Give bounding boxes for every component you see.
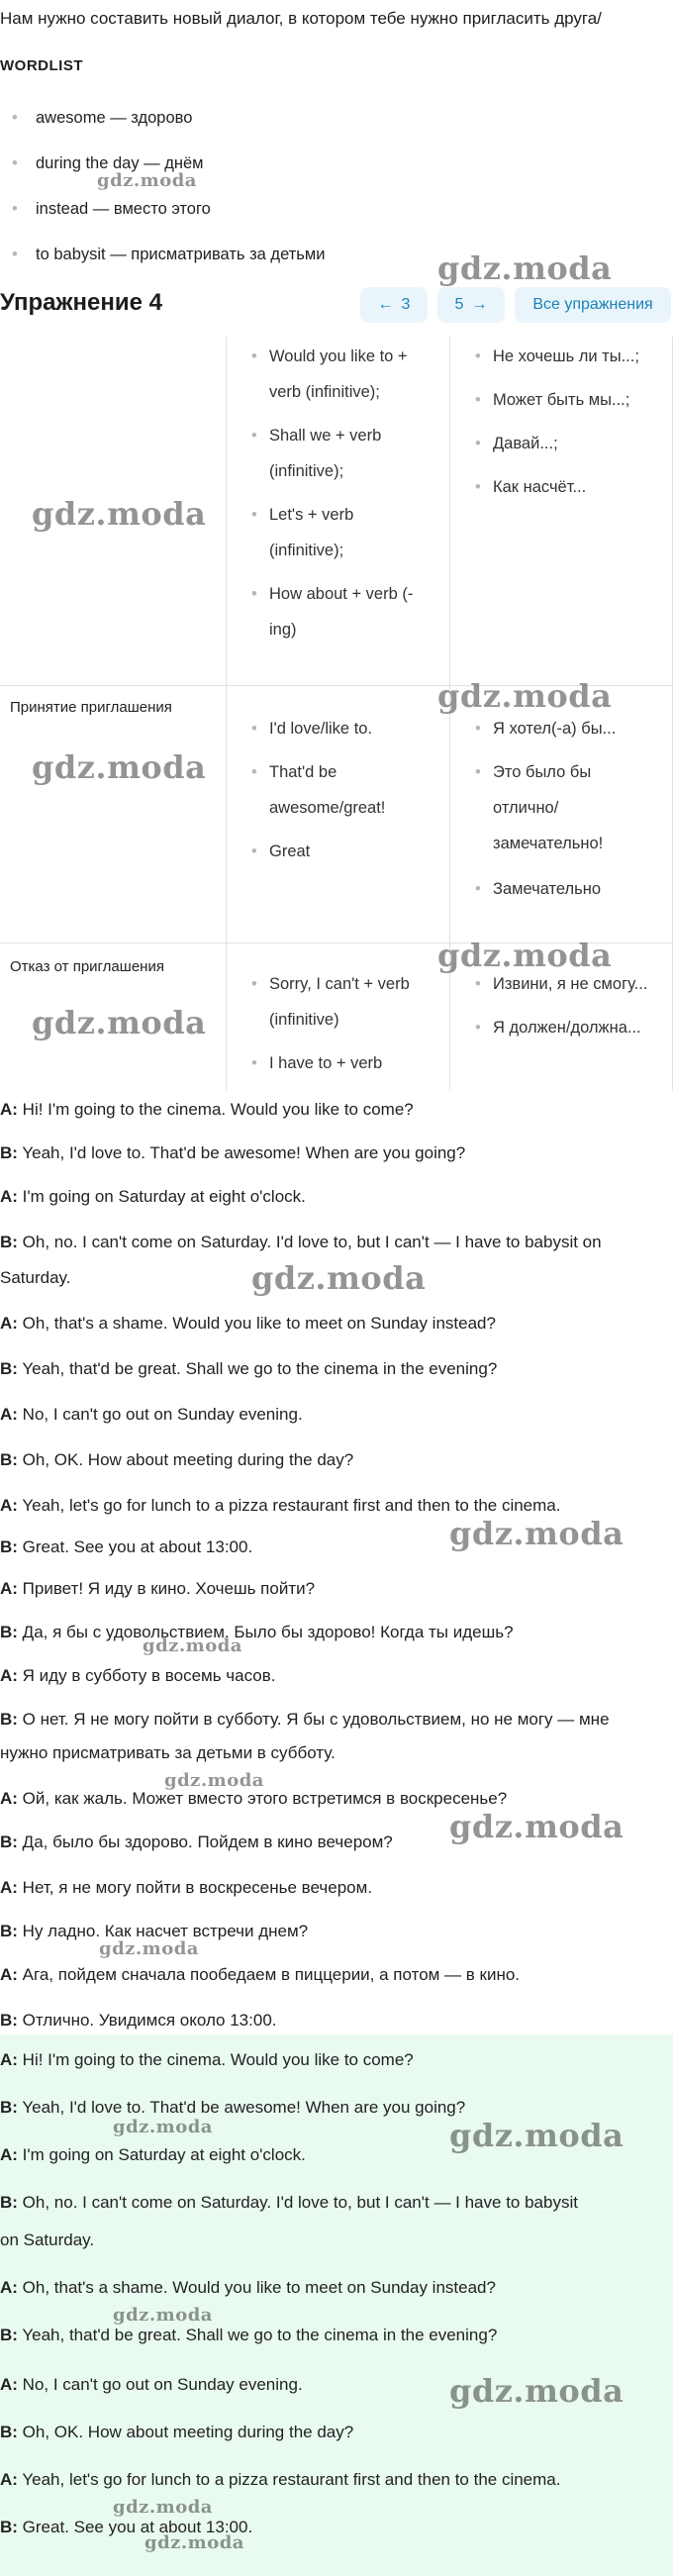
dialogue-line: B: Oh, no. I can't come on Saturday. I'd love to, but I can't — I have to babysit on — [0, 1233, 602, 1251]
table-english-phrase: • Let's + verb (infinitive); — [269, 497, 428, 568]
table-russian-phrase: • Давай...; — [493, 426, 651, 461]
watermark: gdz.moda — [99, 1938, 199, 1959]
watermark: gdz.moda — [251, 1259, 427, 1297]
answer-line: A: I'm going on Saturday at eight o'clock. — [0, 2145, 306, 2164]
table-english-phrase: • That'd be awesome/great! — [269, 754, 428, 826]
watermark: gdz.moda — [449, 1808, 625, 1845]
wordlist-item-text: awesome — здорово — [36, 109, 193, 127]
dialogue-line-ru: B: Ну ладно. Как насчет встречи днем? — [0, 1922, 309, 1940]
answer-line: A: Oh, that's a shame. Would you like to meet on Sunday instead? — [0, 2278, 496, 2297]
answer-line: B: Oh, no. I can't come on Saturday. I'd love to, but I can't — I have to babysit — [0, 2193, 578, 2212]
all-exercises-button[interactable] — [515, 287, 671, 323]
dialogue-line: A: Hi! I'm going to the cinema. Would you like to come? — [0, 1100, 414, 1119]
watermark: gdz.moda — [437, 677, 613, 715]
next-exercise-label: 5 — [454, 296, 464, 313]
wordlist-heading: WORDLIST — [0, 57, 83, 74]
dialogue-line-ru: A: Я иду в субботу в восемь часов. — [0, 1666, 276, 1685]
wordlist-item-text: to babysit — присматривать за детьми — [36, 246, 326, 263]
dialogue-line-ru: A: Ой, как жаль. Может вместо этого встретимся в воскресенье? — [0, 1789, 508, 1808]
answer-line: B: Yeah, that'd be great. Shall we go to the cinema in the evening? — [0, 2326, 498, 2344]
watermark: gdz.moda — [32, 495, 207, 533]
watermark: gdz.moda — [32, 748, 207, 786]
watermark: gdz.moda — [437, 937, 613, 974]
table-divider — [226, 337, 227, 1091]
table-english-phrase: • How about + verb (-ing) — [269, 576, 428, 647]
table-russian-phrase: • Замечательно — [493, 871, 651, 907]
table-english-phrase: • I have to + verb — [269, 1045, 428, 1081]
watermark: gdz.moda — [113, 2117, 213, 2137]
dialogue-line: B: Great. See you at about 13:00. — [0, 1537, 253, 1556]
dialogue-line: A: Yeah, let's go for lunch to a pizza restaurant first and then to the cinema. — [0, 1496, 561, 1515]
table-russian-phrase: • Может быть мы...; — [493, 382, 651, 418]
watermark: gdz.moda — [437, 249, 613, 287]
wordlist-item — [14, 109, 192, 128]
dialogue-line: B: Yeah, I'd love to. That'd be awesome! When are you going? — [0, 1143, 466, 1162]
dialogue-line: Saturday. — [0, 1268, 71, 1287]
dialogue-line: B: Yeah, that'd be great. Shall we go to the cinema in the evening? — [0, 1359, 498, 1378]
watermark: gdz.moda — [449, 1515, 625, 1552]
table-russian-phrase: • Я должен/должна... — [493, 1010, 651, 1045]
answer-line: B: Yeah, I'd love to. That'd be awesome! When are you going? — [0, 2098, 466, 2117]
table-russian-phrase: • Это было бы отлично/ замечательно! — [493, 754, 651, 861]
table-english-phrase: • Sorry, I can't + verb (infinitive) — [269, 966, 428, 1038]
table-english-phrase: • Shall we + verb (infinitive); — [269, 418, 428, 489]
dialogue-line-ru: B: Да, я бы с удовольствием. Было бы здорово! Когда ты идешь? — [0, 1623, 514, 1641]
dialogue-line-ru: A: Ага, пойдем сначала пообедаем в пиццерии, а потом — в кино. — [0, 1965, 521, 1984]
table-russian-phrase: • Как насчёт... — [493, 469, 651, 505]
table-english-phrase: • I'd love/like to. — [269, 711, 428, 746]
dialogue-line-ru: нужно присматривать за детьми в субботу. — [0, 1743, 336, 1762]
answer-line: A: No, I can't go out on Sunday evening. — [0, 2375, 303, 2394]
table-russian-phrase: • Не хочешь ли ты...; — [493, 339, 651, 374]
dialogue-line: B: Oh, OK. How about meeting during the day? — [0, 1450, 354, 1469]
exercise-title: Упражнение 4 — [0, 289, 162, 316]
dialogue-line-ru: A: Нет, я не могу пойти в воскресенье вечером. — [0, 1878, 373, 1897]
prev-exercise-label: 3 — [401, 296, 411, 313]
answer-line: B: Oh, OK. How about meeting during the day? — [0, 2423, 354, 2441]
table-row-label: Отказ от приглашения — [10, 958, 164, 975]
watermark: gdz.moda — [449, 2372, 625, 2410]
all-exercises-label: Все упражнения — [532, 296, 653, 313]
dialogue-line: A: No, I can't go out on Sunday evening. — [0, 1405, 303, 1424]
wordlist-item — [14, 200, 211, 219]
dialogue-line-ru: B: О нет. Я не могу пойти в субботу. Я бы с удовольствием, но не могу — мне — [0, 1710, 610, 1729]
next-exercise-button[interactable] — [437, 287, 505, 323]
wordlist-item-text: during the day — днём — [36, 154, 204, 172]
watermark: gdz.moda — [449, 2117, 625, 2154]
watermark: gdz.moda — [32, 1004, 207, 1041]
watermark: gdz.moda — [144, 2532, 244, 2553]
table-row-label: Принятие приглашения — [10, 699, 172, 716]
table-russian-phrase: • Я хотел(-а) бы... — [493, 711, 651, 746]
prev-exercise-button[interactable] — [360, 287, 428, 323]
dialogue-line-ru: B: Да, было бы здорово. Пойдем в кино вечером? — [0, 1833, 393, 1851]
wordlist-item — [14, 246, 325, 264]
wordlist-item-text: instead — вместо этого — [36, 200, 211, 218]
watermark: gdz.moda — [113, 2497, 213, 2518]
watermark: gdz.moda — [97, 170, 197, 191]
answer-line: on Saturday. — [0, 2230, 95, 2249]
watermark: gdz.moda — [143, 1635, 242, 1656]
dialogue-line-ru: B: Отлично. Увидимся около 13:00. — [0, 2011, 277, 2030]
dialogue-line: A: Oh, that's a shame. Would you like to meet on Sunday instead? — [0, 1314, 496, 1333]
dialogue-line: A: I'm going on Saturday at eight o'clock. — [0, 1187, 306, 1206]
arrow-left-icon: ← — [377, 296, 394, 313]
table-english-phrase: • Would you like to + verb (infinitive); — [269, 339, 428, 410]
answer-line: A: Yeah, let's go for lunch to a pizza restaurant first and then to the cinema. — [0, 2470, 561, 2489]
table-russian-phrase: • Извини, я не смогу... — [493, 966, 651, 1002]
answer-line: A: Hi! I'm going to the cinema. Would you like to come? — [0, 2050, 414, 2069]
watermark: gdz.moda — [164, 1770, 264, 1791]
arrow-right-icon: → — [471, 296, 488, 313]
dialogue-line-ru: A: Привет! Я иду в кино. Хочешь пойти? — [0, 1579, 316, 1598]
table-english-phrase: • Great — [269, 834, 428, 869]
watermark: gdz.moda — [113, 2305, 213, 2326]
intro-text: Нам нужно составить новый диалог, в котором тебе нужно пригласить друга/ — [0, 9, 602, 28]
answer-line: B: Great. See you at about 13:00. — [0, 2518, 253, 2536]
